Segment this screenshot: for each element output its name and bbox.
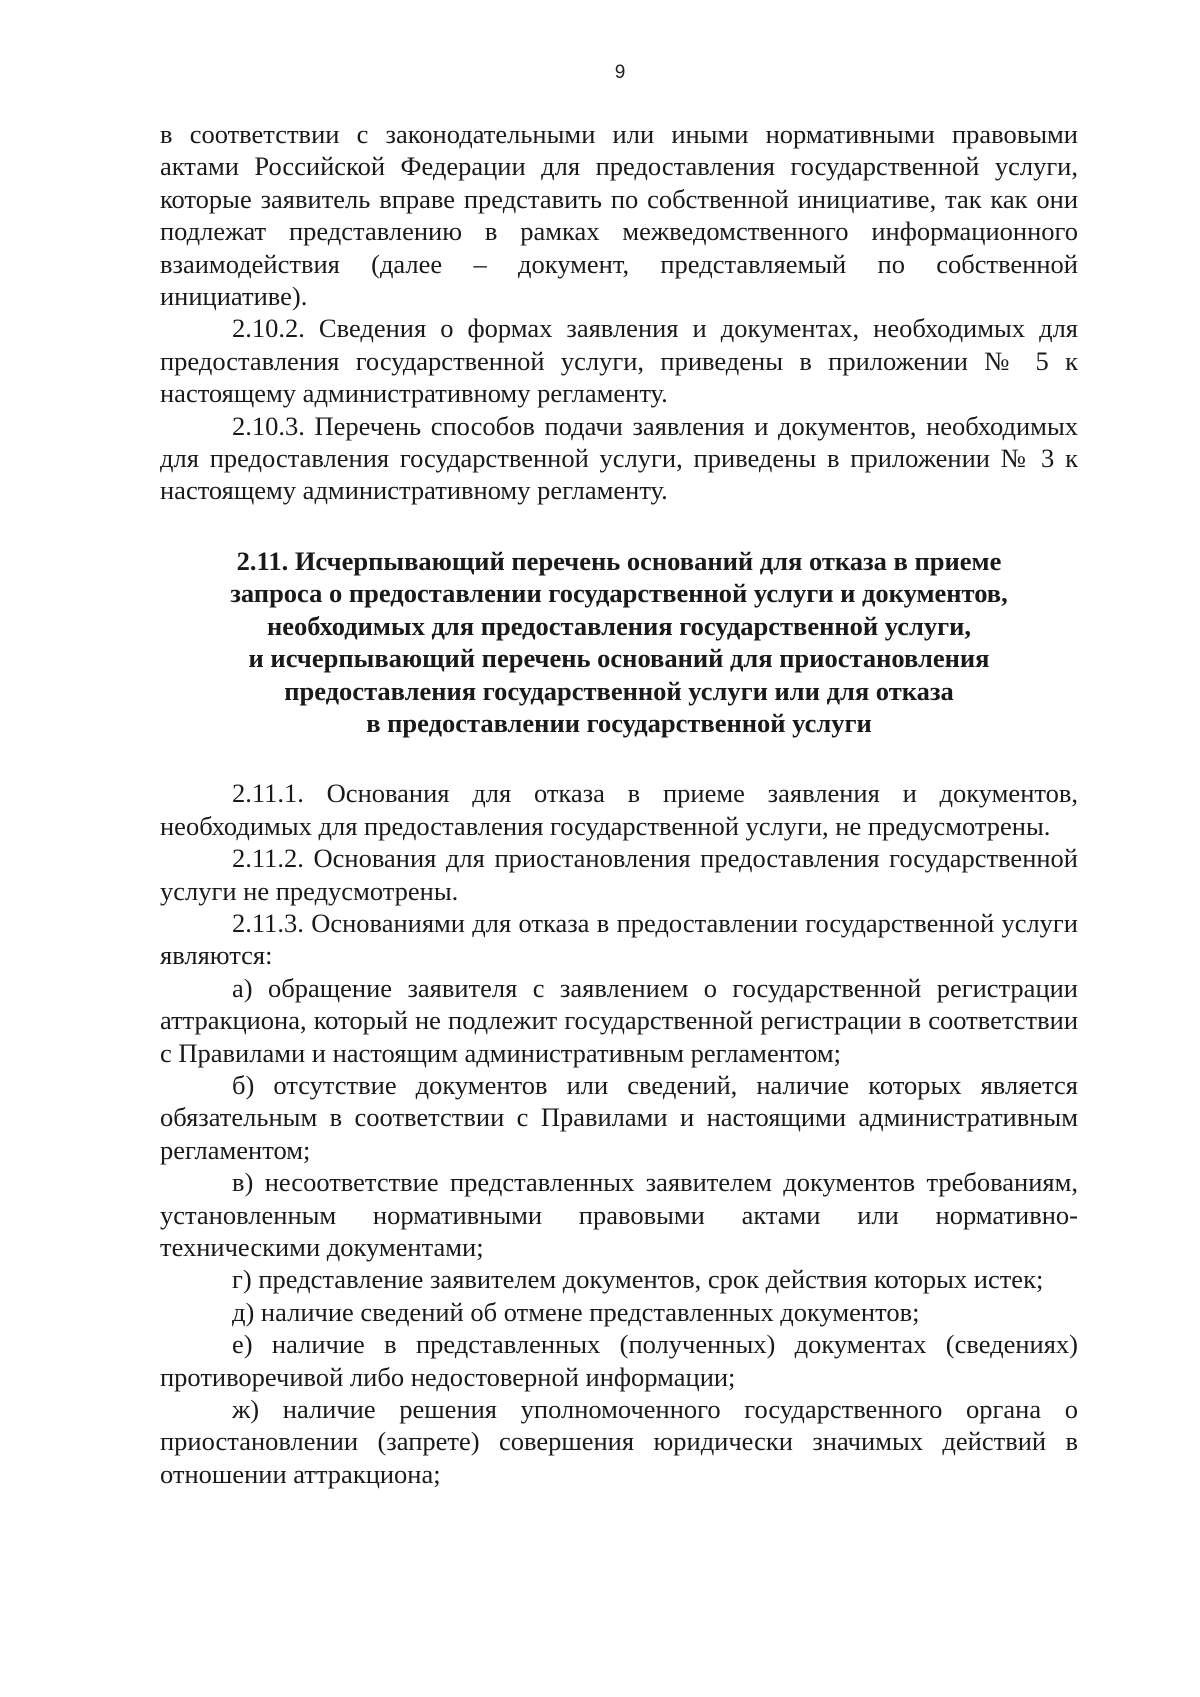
paragraph-continuation: в соответствии с законодательными или иными нормативными правовыми актами Российской Федерации для предоставления государственной услуги, которые заявитель вправе представить по собственной инициативе, так как они подлежат представлению в рамках межведомственного информационного взаимодействия (далее – документ, представляемый по собственной инициативе). bbox=[160, 119, 1078, 312]
list-item-g: г) представление заявителем документов, срок действия которых истек; bbox=[232, 1264, 1044, 1295]
paragraph-2-11-1: 2.11.1. Основания для отказа в приеме заявления и документов, необходимых для предоставления государственной услуги, не предусмотрены. bbox=[160, 778, 1078, 841]
paragraph-2-11-3: 2.11.3. Основаниями для отказа в предоставлении государственной услуги являются: bbox=[160, 907, 1078, 971]
heading-line: предоставления государственной услуги или для отказа bbox=[284, 675, 954, 706]
list-item-e: е) наличие в представленных (полученных) документах (сведениях) противоречивой либо недостоверной информации; bbox=[160, 1329, 1078, 1392]
paragraph-2-10-3: 2.10.3. Перечень способов подачи заявления и документов, необходимых для предоставления государственной услуги, приведены в приложении № 3 к настоящему административному регламенту. bbox=[160, 410, 1078, 506]
heading-line: запроса о предоставлении государственной услуги и документов, bbox=[230, 578, 1008, 609]
page-number: 9 bbox=[614, 62, 626, 83]
list-item-b: б) отсутствие документов или сведений, наличие которых является обязательным в соответствии с Правилами и настоящими административным регламентом; bbox=[160, 1069, 1078, 1165]
list-item-v: в) несоответствие представленных заявителем документов требованиям, установленным нормативными правовыми актами или нормативно-техническими документами; bbox=[160, 1167, 1078, 1262]
list-item-zh: ж) наличие решения уполномоченного государственного органа о приостановлении (запрете) совершения юридически значимых действий в отношении аттракциона; bbox=[160, 1394, 1078, 1489]
paragraph-2-10-2: 2.10.2. Сведения о формах заявления и документах, необходимых для предоставления государственной услуги, приведены в приложении № 5 к настоящему административному регламенту. bbox=[160, 313, 1078, 409]
heading-line: и исчерпывающий перечень оснований для приостановления bbox=[248, 643, 990, 674]
heading-line: 2.11. Исчерпывающий перечень оснований для отказа в приеме bbox=[236, 545, 1002, 576]
paragraph-2-11-2: 2.11.2. Основания для приостановления предоставления государственной услуги не предусмотрены. bbox=[160, 843, 1078, 906]
heading-line: в предоставлении государственной услуги bbox=[366, 707, 872, 738]
document-body bbox=[160, 118, 1078, 1490]
list-item-a: а) обращение заявителя с заявлением о государственной регистрации аттракциона, который не подлежит государственной регистрации в соответствии с Правилами и настоящим административным регламентом; bbox=[160, 972, 1078, 1068]
section-heading-2-11 bbox=[160, 545, 1078, 739]
heading-line: необходимых для предоставления государственной услуги, bbox=[266, 610, 972, 641]
list-item-d: д) наличие сведений об отмене представленных документов; bbox=[232, 1296, 920, 1327]
